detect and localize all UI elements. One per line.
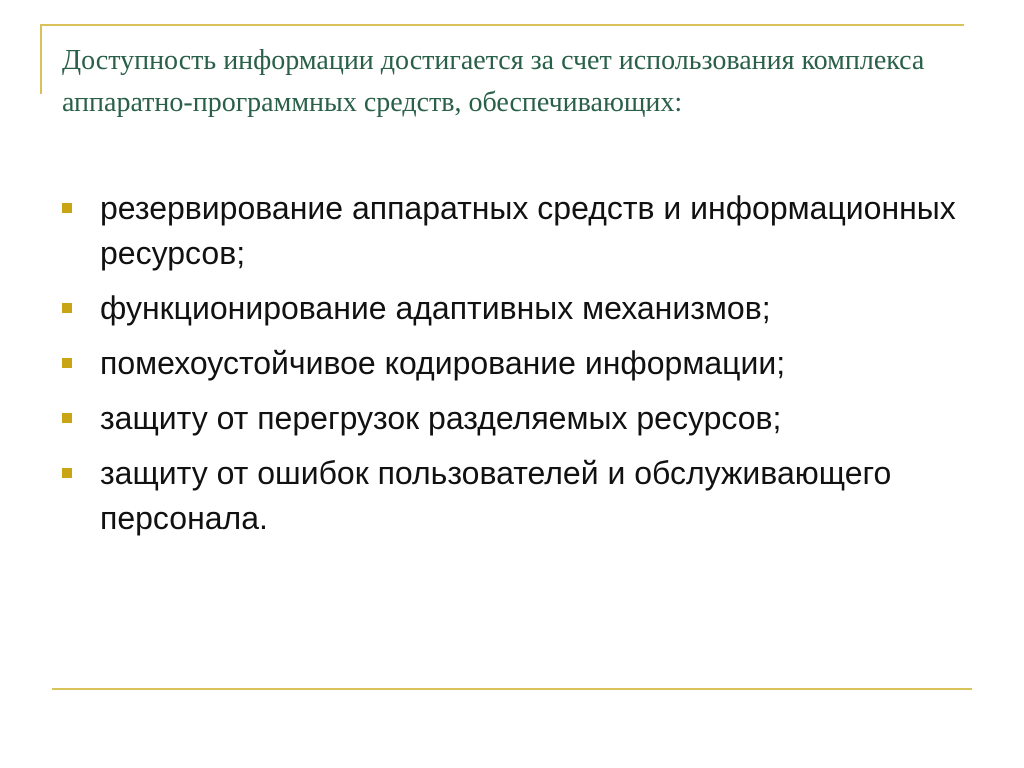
bullet-list (62, 186, 962, 551)
square-bullet-icon (62, 468, 72, 478)
square-bullet-icon (62, 203, 72, 213)
square-bullet-icon (62, 358, 72, 368)
bullet-item-hardware-redundancy (62, 186, 962, 276)
bullet-text: помехоустойчивое кодирование информации; (100, 345, 786, 381)
bullet-text: защиту от ошибок пользователей и обслуживающего персонала. (100, 455, 892, 536)
bullet-item-error-protection (62, 451, 962, 541)
bullet-text: защиту от перегрузок разделяемых ресурсов; (100, 400, 782, 436)
slide-title: Доступность информации достигается за счет использования комплекса аппаратно-программных средств, обеспечивающих: (62, 45, 925, 118)
title-top-rule (40, 24, 964, 26)
bullet-item-noise-resistant-coding (62, 341, 962, 386)
bullet-item-adaptive-mechanisms (62, 286, 962, 331)
bullet-text: функционирование адаптивных механизмов; (100, 290, 771, 326)
title-left-rule (40, 24, 42, 94)
bullet-item-overload-protection (62, 396, 962, 441)
footer-rule (52, 688, 972, 690)
square-bullet-icon (62, 303, 72, 313)
square-bullet-icon (62, 413, 72, 423)
bullet-text: резервирование аппаратных средств и информационных ресурсов; (100, 190, 956, 271)
